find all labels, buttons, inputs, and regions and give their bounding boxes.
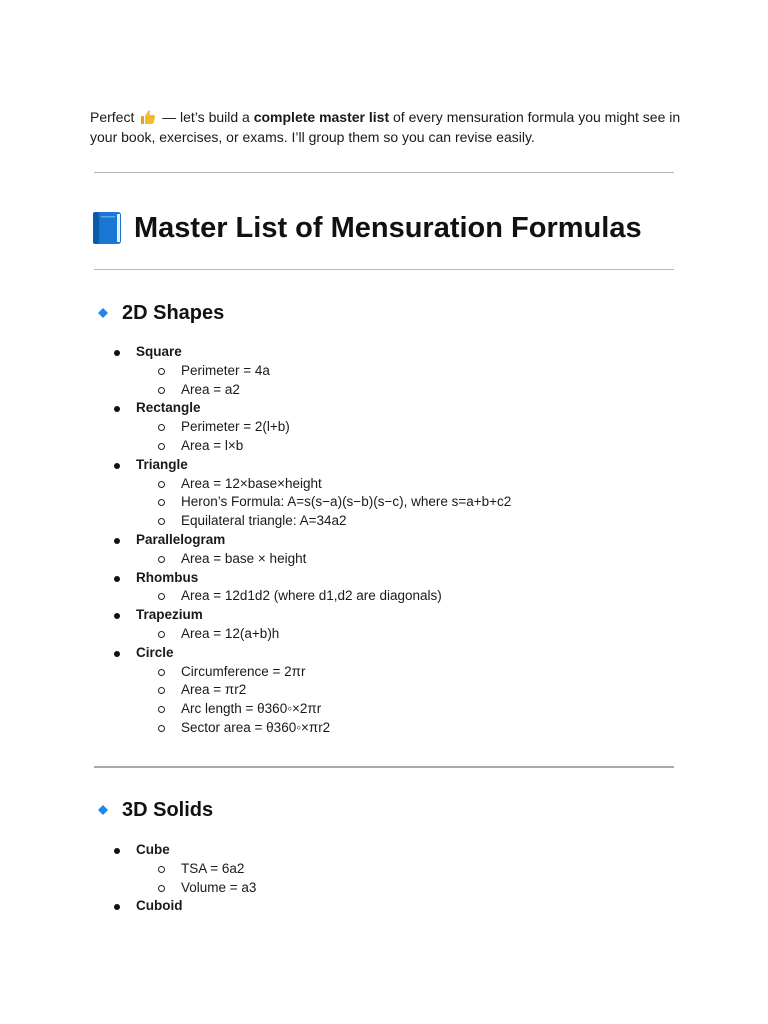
shape-name: Square [136,344,182,359]
bullet-icon [114,350,120,356]
formula-item [136,719,700,738]
list-item-trapezium [0,606,700,644]
bullet-icon [114,904,120,910]
intro-bold: complete master list [253,109,390,125]
circle-bullet-icon [158,518,165,525]
formula-text: Volume = a3 [181,879,257,895]
formula-item [136,550,700,569]
circle-bullet-icon [158,706,165,713]
circle-bullet-icon [158,725,165,732]
list-item-square [0,343,700,399]
formula-text: Area = a2 [181,381,240,397]
formula-item [136,512,700,531]
list-item-rhombus [0,569,700,607]
circle-bullet-icon [158,368,165,375]
divider [94,766,674,768]
diamond-icon [98,805,108,815]
list-item-cuboid [0,897,700,916]
formula-item [136,437,700,456]
bullet-icon [114,463,120,469]
formula-text: Area = base × height [181,550,307,566]
formula-list-3d [0,841,700,916]
shape-name: Cuboid [136,898,183,914]
intro-text-1: — let’s build a [158,109,254,125]
formula-item [136,700,700,719]
formula-text: Perimeter = 4a [181,362,270,378]
circle-bullet-icon [158,866,165,873]
shape-name: Parallelogram [136,531,226,547]
circle-bullet-icon [158,499,165,506]
formula-item [136,381,700,400]
shape-name: Circle [136,644,174,660]
blue-book-icon [90,210,124,246]
shape-name: Cube [136,842,170,857]
formula-item [136,860,700,879]
circle-bullet-icon [158,556,165,563]
list-item-cube [0,841,700,897]
circle-bullet-icon [158,593,165,600]
formula-item [136,418,700,437]
shape-name: Triangle [136,456,188,472]
formula-item [136,625,700,644]
shape-name: Rectangle [136,400,201,416]
circle-bullet-icon [158,687,165,694]
list-item-rectangle [0,399,700,455]
page-title [90,206,642,250]
circle-bullet-icon [158,387,165,394]
divider [94,269,674,270]
formula-item [136,493,700,512]
shape-name: Trapezium [136,607,203,623]
formula-text: TSA = 6a2 [181,860,245,876]
formula-item [136,587,700,606]
formula-item [136,475,700,494]
formula-text: Arc length = θ360◦×2πr [181,701,322,717]
formula-text: Sector area = θ360◦×πr2 [181,719,331,735]
list-item-circle [0,644,700,738]
bullet-icon [114,613,120,619]
section-heading-2d [98,299,224,327]
circle-bullet-icon [158,481,165,488]
thumbs-up-icon [140,109,156,125]
formula-text: Heron’s Formula: A=s(s−a)(s−b)(s−c), where s=a+b+c2 [181,494,512,510]
intro-paragraph [90,107,690,147]
intro-text-2: of every mensuration formula you might see in your book, exercises, or exams. I’ll group them so you can revise easily. [90,109,681,145]
formula-text: Area = 12d1d2 (where d1,d2 are diagonals) [181,588,442,604]
bullet-icon [114,576,120,582]
shape-name: Rhombus [136,569,199,585]
circle-bullet-icon [158,669,165,676]
circle-bullet-icon [158,885,165,892]
formula-text: Area = l×b [181,437,244,453]
section-heading-text: 2D Shapes [122,301,225,324]
circle-bullet-icon [158,443,165,450]
circle-bullet-icon [158,424,165,431]
formula-item [136,663,700,682]
formula-text: Circumference = 2πr [181,663,306,679]
circle-bullet-icon [158,631,165,638]
divider [94,172,674,173]
bullet-icon [114,538,120,544]
diamond-icon [98,308,108,318]
page-title-text: Master List of Mensuration Formulas [134,211,642,244]
formula-item [136,879,700,898]
section-heading-3d [98,796,213,824]
bullet-icon [114,848,120,854]
formula-list-2d [0,343,700,738]
list-item-parallelogram [0,531,700,569]
formula-text: Area = πr2 [181,682,247,698]
formula-text: Perimeter = 2(l+b) [181,419,290,435]
formula-text: Area = 12(a+b)h [181,625,280,641]
formula-item [136,681,700,700]
list-item-triangle [0,456,700,531]
formula-text: Equilateral triangle: A=34a2 [181,513,347,529]
intro-prefix: Perfect [90,109,135,125]
section-heading-text: 3D Solids [122,798,214,821]
formula-text: Area = 12×base×height [181,475,322,491]
bullet-icon [114,651,120,657]
bullet-icon [114,406,120,412]
formula-item [136,362,700,381]
